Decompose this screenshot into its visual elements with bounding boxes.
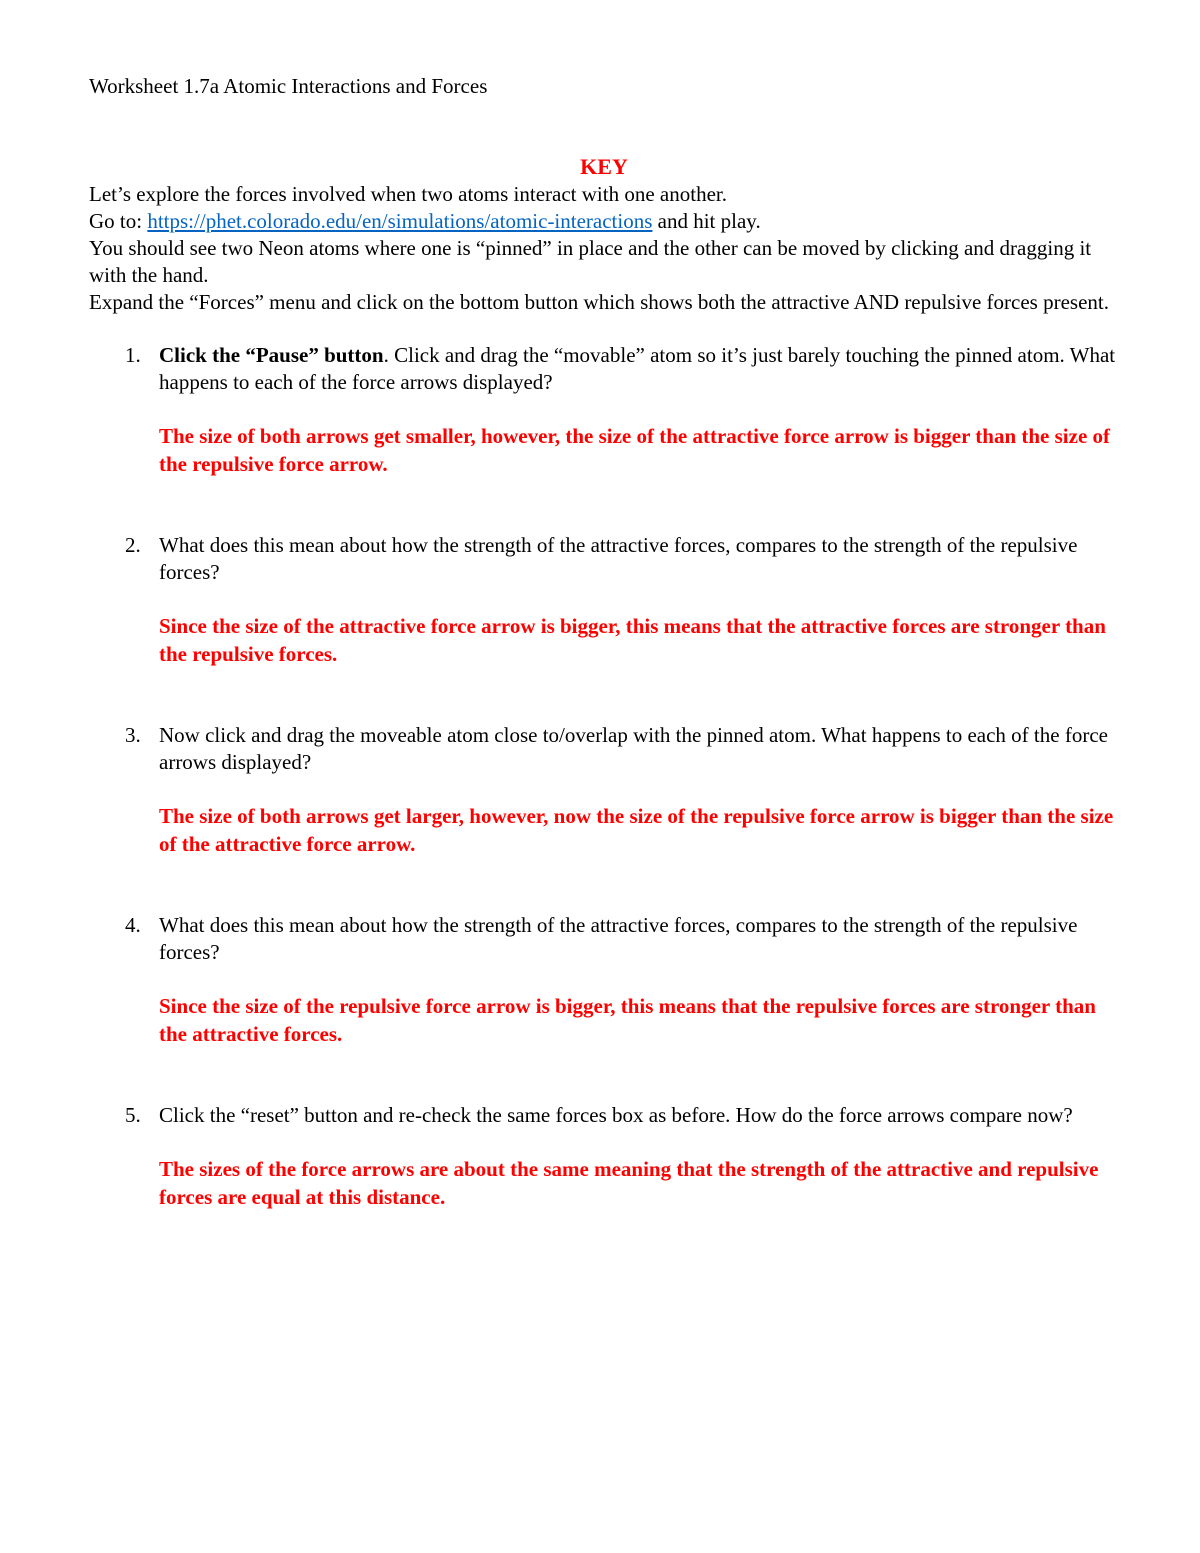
question-list	[89, 342, 1119, 1211]
question-item	[89, 1102, 1119, 1211]
key-label: KEY	[580, 154, 628, 179]
question-number: 4.	[125, 913, 141, 937]
intro-line: Let’s explore the forces involved when two atoms interact with one another.	[89, 182, 727, 206]
question-item	[89, 912, 1119, 1102]
question-item	[89, 722, 1119, 912]
answer-text: The size of both arrows get smaller, however, the size of the attractive force arrow is bigger than the size of the repulsive force arrow.	[159, 424, 1111, 476]
question-text: What does this mean about how the strength of the attractive forces, compares to the strength of the repulsive forces?	[159, 533, 1078, 584]
worksheet-page	[89, 72, 1119, 1211]
question-body: . Click and drag the “movable” atom so it’s just barely touching the pinned atom. What happens to each of the force arrows displayed?	[159, 343, 1116, 394]
page-title: Worksheet 1.7a Atomic Interactions and Forces	[89, 74, 488, 98]
question-bold-prefix: Click the “Pause” button	[159, 343, 384, 367]
answer-text: The size of both arrows get larger, however, now the size of the repulsive force arrow is bigger than the size of the attractive force arrow.	[159, 804, 1114, 856]
answer-text: Since the size of the repulsive force arrow is bigger, this means that the repulsive forces are stronger than the attractive forces.	[159, 994, 1096, 1046]
neon-atoms-paragraph: You should see two Neon atoms where one is “pinned” in place and the other can be moved by clicking and dragging it with the hand.	[89, 236, 1092, 287]
goto-suffix: and hit play.	[652, 209, 761, 233]
simulation-link[interactable]: https://phet.colorado.edu/en/simulations/atomic-interactions	[147, 209, 653, 233]
goto-prefix: Go to:	[89, 209, 148, 233]
question-text: What does this mean about how the strength of the attractive forces, compares to the strength of the repulsive forces?	[159, 913, 1078, 964]
question-text: Click the “reset” button and re-check the same forces box as before. How do the force arrows compare now?	[159, 1103, 1073, 1127]
forces-menu-paragraph: Expand the “Forces” menu and click on the bottom button which shows both the attractive AND repulsive forces present.	[89, 290, 1109, 314]
answer-text: The sizes of the force arrows are about the same meaning that the strength of the attractive and repulsive forces are equal at this distance.	[159, 1157, 1099, 1209]
question-number: 3.	[125, 723, 141, 747]
question-item	[89, 342, 1119, 532]
question-number: 2.	[125, 533, 141, 557]
question-text	[159, 342, 1119, 396]
question-text: Now click and drag the moveable atom close to/overlap with the pinned atom. What happens to each of the force arrows displayed?	[159, 723, 1108, 774]
question-number: 1.	[125, 343, 141, 367]
answer-text: Since the size of the attractive force arrow is bigger, this means that the attractive forces are stronger than the repulsive forces.	[159, 614, 1106, 666]
goto-line	[89, 208, 1119, 235]
question-number: 5.	[125, 1103, 141, 1127]
question-item	[89, 532, 1119, 722]
